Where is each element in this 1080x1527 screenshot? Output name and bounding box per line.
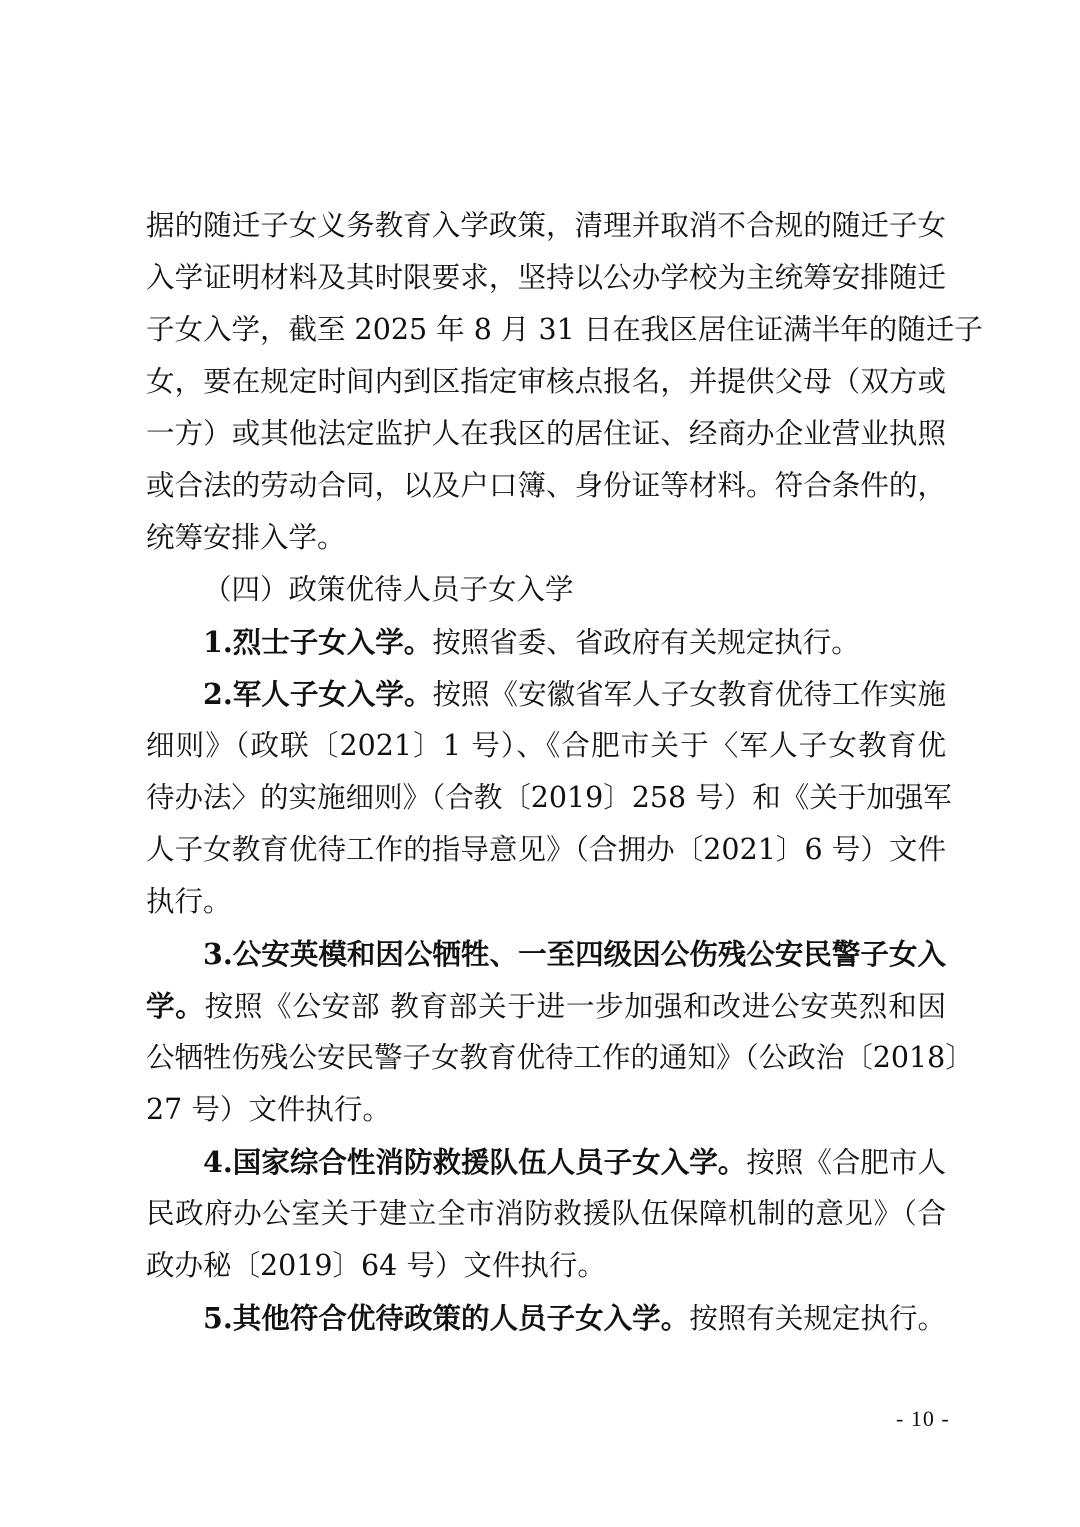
- item-3-line: 27 号）文件执行。: [146, 1093, 391, 1126]
- item-4-line: [146, 1136, 946, 1188]
- body-text: [146, 200, 983, 1344]
- item-1-line: [146, 616, 946, 668]
- item-3-text: 按照《公安部 教育部关于进一步加强和改进公安英烈和因: [204, 990, 946, 1023]
- item-3-title: 3.公安英模和因公牺牲、一至四级因公伤残公安民警子女入: [203, 937, 946, 971]
- item-1-title: 1.烈士子女入学。: [203, 625, 433, 659]
- paragraph-line: 女，要在规定时间内到区指定审核点报名，并提供父母（双方或: [146, 365, 946, 398]
- paragraph-line: 入学证明材料及其时限要求，坚持以公办学校为主统筹安排随迁: [146, 261, 946, 294]
- item-2-line: 执行。: [146, 885, 232, 918]
- item-1-text: 按照省委、省政府有关规定执行。: [432, 626, 860, 659]
- paragraph-line: 子女入学，截至 2025 年 8 月 31 日在我区居住证满半年的随迁子: [146, 313, 983, 346]
- item-3-line: 公牺牲伤残公安民警子女教育优待工作的通知》（公政治〔2018〕: [146, 1041, 974, 1074]
- item-2-line: [146, 668, 946, 720]
- paragraph-line: 据的随迁子女义务教育入学政策，清理并取消不合规的随迁子女: [146, 209, 946, 242]
- item-5-title: 5.其他符合优待政策的人员子女入学。: [203, 1301, 690, 1335]
- item-2-line: 人子女教育优待工作的指导意见》（合拥办〔2021〕6 号）文件: [146, 833, 946, 866]
- item-4-text: 按照《合肥市人: [746, 1146, 946, 1179]
- paragraph-line: 或合法的劳动合同，以及户口簿、身份证等材料。符合条件的，: [146, 469, 946, 502]
- item-2-line: 待办法〉的实施细则》（合教〔2019〕258 号）和《关于加强军: [146, 781, 952, 814]
- item-2-title: 2.军人子女入学。: [203, 677, 433, 711]
- item-4-title: 4.国家综合性消防救援队伍人员子女入学。: [203, 1145, 747, 1179]
- item-2-text: 按照《安徽省军人子女教育优待工作实施: [432, 678, 946, 711]
- paragraph-line: 统筹安排入学。: [146, 521, 346, 554]
- section-heading: （四）政策优待人员子女入学: [203, 573, 574, 606]
- page-number: - 10 -: [896, 1406, 950, 1431]
- item-3-title-end: 学。: [146, 989, 205, 1023]
- paragraph-line: 一方）或其他法定监护人在我区的居住证、经商办企业营业执照: [146, 417, 946, 450]
- item-5-text: 按照有关规定执行。: [689, 1302, 946, 1335]
- item-2-line: 细则》（政联〔2021〕1 号）、《合肥市关于〈军人子女教育优: [146, 729, 946, 762]
- item-3-line: [146, 980, 946, 1032]
- item-5-line: [146, 1292, 946, 1344]
- item-4-line: 民政府办公室关于建立全市消防救援队伍保障机制的意见》（合: [146, 1197, 946, 1230]
- item-4-line: 政办秘〔2019〕64 号）文件执行。: [146, 1249, 606, 1282]
